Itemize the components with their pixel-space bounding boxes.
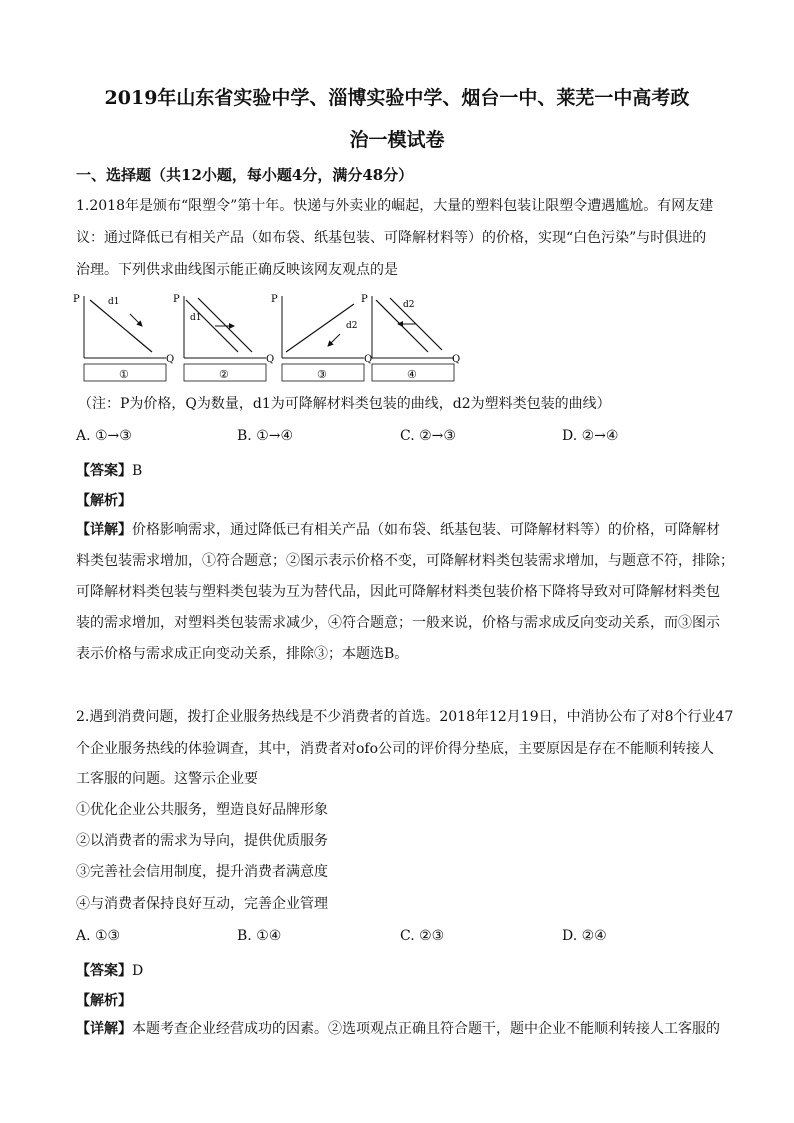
graph-2-q-label: Q (266, 354, 275, 365)
q1-stem-line-1: 1.2018年是颁布“限塑令”第十年。快递与外卖业的崛起，大量的塑料包装让限塑令遭遇尴尬。有网友建 (76, 198, 714, 214)
q2-item-4: ④与消费者保持良好互动，完善企业管理 (76, 896, 328, 912)
graph-4-d2-label: d2 (403, 300, 415, 310)
graph-3-arrow (328, 334, 340, 346)
graph-3-d2-label: d2 (346, 321, 358, 331)
graph-3 (271, 294, 372, 381)
q2-stem-line-3: 工客服的问题。这警示企业要 (76, 771, 258, 787)
q1-answer-value: B (132, 463, 143, 479)
q1-detail-line-1: 【详解】价格影响需求，通过降低已有相关产品（如布袋、纸基包装、可降解材料等）的价格，可降解材 (76, 522, 720, 538)
graph-2-demand-line-2 (198, 298, 252, 352)
q1-detail-line-3: 可降解材料类包装与塑料类包装为互为替代品，因此可降解材料类包装价格下降将导致对可降解材料类包 (76, 584, 720, 600)
graph-3-line (286, 304, 354, 352)
graph-2-caption: ② (219, 368, 229, 381)
graph-4-p-label: P (361, 294, 368, 305)
graph-2-d1-label: d1 (190, 313, 202, 323)
q2-stem-line-1: 2.遇到消费问题，拨打企业服务热线是不少消费者的首选。2018年12月19日，中消协公布了对8个行业47 (76, 709, 734, 725)
section-heading: 一、选择题（共12小题，每小题4分，满分48分） (76, 166, 414, 184)
q1-answer-tag: 【答案】 (76, 463, 132, 479)
q2-answer-tag: 【答案】 (76, 963, 132, 979)
q1-option-c[interactable]: C. ②→③ (400, 428, 456, 444)
graph-1-caption: ① (119, 368, 129, 381)
q1-note: （注：P为价格，Q为数量，d1为可降解材料类包装的曲线，d2为塑料类包装的曲线） (78, 396, 611, 412)
q2-option-a[interactable]: A. ①③ (76, 928, 121, 944)
document-title-line-2: 治一模试卷 (349, 129, 445, 151)
graph-2-p-label: P (173, 294, 180, 305)
graph-1-q-label: Q (166, 354, 175, 365)
q1-detail-tag: 【详解】 (76, 522, 132, 538)
q2-detail-line-1: 【详解】本题考查企业经营成功的因素。②选项观点正确且符合题干，题中企业不能顺利转接人工客服的 (76, 1021, 720, 1037)
q1-option-d[interactable]: D. ②→④ (562, 428, 619, 444)
q1-option-b[interactable]: B. ①→④ (237, 428, 294, 444)
q1-detail-line-4: 装的需求增加，对塑料类包装需求减少，④符合题意；一般来说，价格与需求成反向变动关系，而③图示 (76, 615, 720, 631)
graph-4-caption: ④ (407, 368, 417, 381)
q2-detail-tag: 【详解】 (76, 1021, 132, 1037)
graph-1-p-label: P (73, 294, 80, 305)
q1-stem-line-2: 议：通过降低已有相关产品（如布袋、纸基包装、可降解材料等）的价格，实现“白色污染”与时俱进的 (76, 230, 707, 246)
graph-3-p-label: P (271, 294, 278, 305)
graph-1-d1-label: d1 (108, 297, 120, 307)
q2-analysis-tag: 【解析】 (76, 993, 132, 1009)
graph-3-caption: ③ (317, 368, 327, 381)
q2-item-3: ③完善社会信用制度，提升消费者满意度 (76, 864, 328, 880)
graph-1 (73, 294, 174, 381)
q2-option-b[interactable]: B. ①④ (237, 928, 282, 944)
q1-detail-line-5: 表示价格与需求成正向变动关系，排除③；本题选B。 (76, 646, 409, 662)
graph-4 (361, 294, 460, 381)
q2-stem-line-2: 个企业服务热线的体验调查，其中，消费者对ofo公司的评价得分垫底，主要原因是存在不能顺利转接人 (76, 741, 715, 757)
document-title-line-1: 2019年山东省实验中学、淄博实验中学、烟台一中、莱芜一中高考政 (104, 87, 690, 109)
q1-option-a[interactable]: A. ①→③ (76, 428, 132, 444)
q2-answer (76, 960, 143, 980)
q1-stem-line-3: 治理。下列供求曲线图示能正确反映该网友观点的是 (76, 262, 398, 278)
graph-4-q-label: Q (452, 354, 460, 365)
graph-2 (173, 294, 274, 381)
q2-item-1: ①优化企业公共服务，塑造良好品牌形象 (76, 802, 328, 818)
q1-analysis-tag: 【解析】 (76, 493, 132, 509)
graph-4-demand-line-1 (376, 300, 428, 352)
q2-item-2: ②以消费者的需求为导向，提供优质服务 (76, 833, 328, 849)
graph-1-arrow (130, 314, 142, 326)
graph-3-q-label: Q (364, 354, 373, 365)
q1-answer (76, 460, 142, 480)
q2-option-d[interactable]: D. ②④ (562, 928, 607, 944)
graph-1-demand-line (90, 300, 152, 352)
q1-detail-line-2: 料类包装需求增加，①符合题意；②图示表示价格不变，可降解材料类包装需求增加，与题意不符，排除； (76, 553, 734, 569)
q2-option-c[interactable]: C. ②③ (400, 928, 445, 944)
supply-demand-graphs (70, 290, 460, 390)
q2-answer-value: D (132, 963, 144, 979)
